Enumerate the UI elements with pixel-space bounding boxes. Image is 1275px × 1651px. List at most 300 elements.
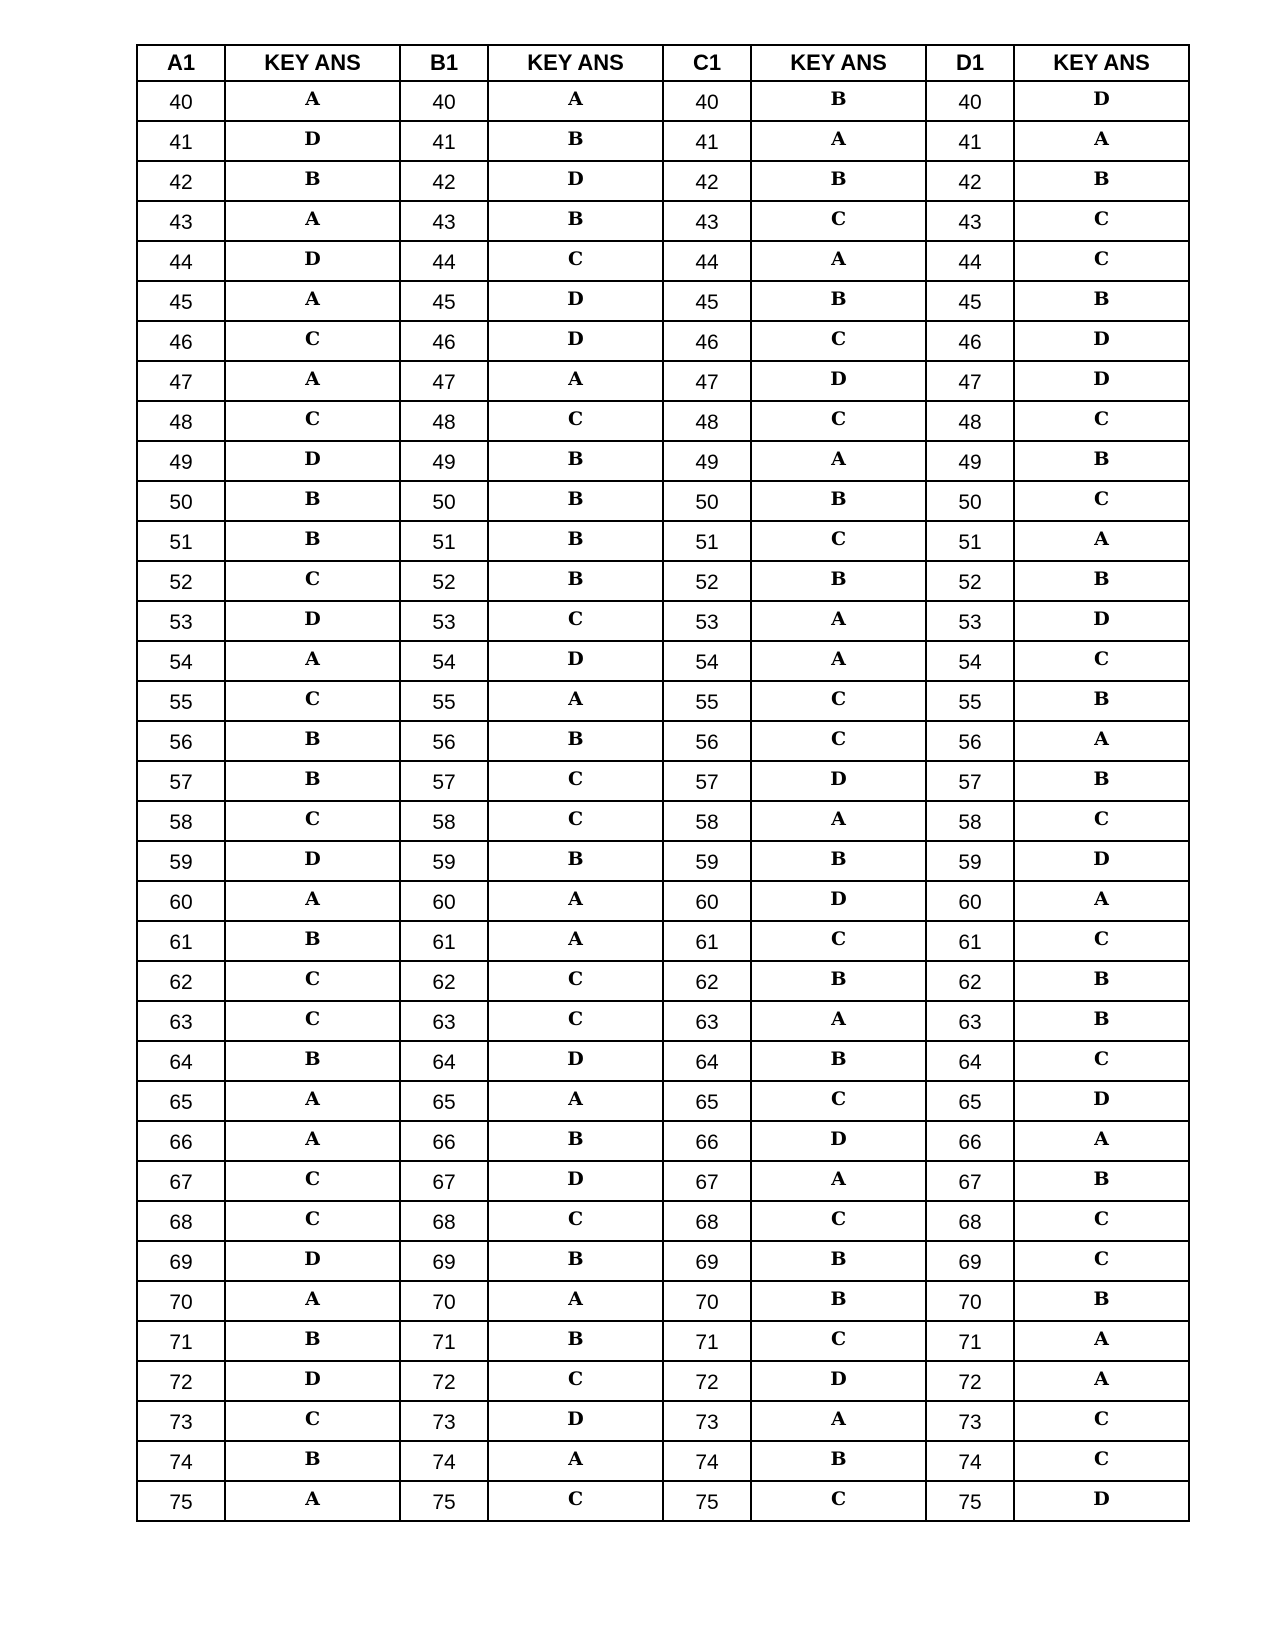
key-answer-a1: C	[225, 401, 400, 441]
key-answer-d1: C	[1014, 1041, 1189, 1081]
key-answer-b1: B	[488, 721, 663, 761]
question-number-c1: 74	[663, 1441, 751, 1481]
question-number-a1: 74	[137, 1441, 225, 1481]
question-number-b1: 65	[400, 1081, 488, 1121]
question-number-d1: 46	[926, 321, 1014, 361]
key-answer-b1: C	[488, 1361, 663, 1401]
question-number-a1: 52	[137, 561, 225, 601]
question-number-d1: 56	[926, 721, 1014, 761]
question-number-d1: 61	[926, 921, 1014, 961]
header-key-ans-a1: KEY ANS	[225, 45, 400, 81]
question-number-c1: 75	[663, 1481, 751, 1521]
header-key-ans-c1: KEY ANS	[751, 45, 926, 81]
key-answer-c1: D	[751, 1361, 926, 1401]
key-answer-a1: B	[225, 1321, 400, 1361]
table-row	[137, 721, 1189, 761]
key-answer-a1: D	[225, 1361, 400, 1401]
question-number-c1: 45	[663, 281, 751, 321]
key-answer-a1: A	[225, 81, 400, 121]
question-number-c1: 59	[663, 841, 751, 881]
key-answer-d1: B	[1014, 1161, 1189, 1201]
question-number-b1: 44	[400, 241, 488, 281]
key-answer-b1: C	[488, 1001, 663, 1041]
table-row	[137, 1281, 1189, 1321]
header-key-ans-d1: KEY ANS	[1014, 45, 1189, 81]
table-row	[137, 1201, 1189, 1241]
key-answer-b1: C	[488, 961, 663, 1001]
key-answer-c1: C	[751, 401, 926, 441]
question-number-d1: 44	[926, 241, 1014, 281]
question-number-a1: 42	[137, 161, 225, 201]
answer-key-table	[136, 44, 1190, 1522]
key-answer-c1: A	[751, 1161, 926, 1201]
key-answer-a1: D	[225, 441, 400, 481]
key-answer-c1: D	[751, 881, 926, 921]
question-number-d1: 55	[926, 681, 1014, 721]
question-number-b1: 73	[400, 1401, 488, 1441]
key-answer-d1: B	[1014, 681, 1189, 721]
question-number-a1: 73	[137, 1401, 225, 1441]
question-number-b1: 51	[400, 521, 488, 561]
key-answer-b1: B	[488, 561, 663, 601]
table-row	[137, 1161, 1189, 1201]
question-number-d1: 66	[926, 1121, 1014, 1161]
question-number-b1: 74	[400, 1441, 488, 1481]
key-answer-d1: B	[1014, 1001, 1189, 1041]
key-answer-d1: C	[1014, 641, 1189, 681]
question-number-c1: 55	[663, 681, 751, 721]
key-answer-a1: D	[225, 121, 400, 161]
question-number-a1: 61	[137, 921, 225, 961]
question-number-a1: 43	[137, 201, 225, 241]
table-row	[137, 401, 1189, 441]
question-number-b1: 57	[400, 761, 488, 801]
question-number-c1: 48	[663, 401, 751, 441]
key-answer-c1: C	[751, 921, 926, 961]
question-number-a1: 40	[137, 81, 225, 121]
question-number-a1: 63	[137, 1001, 225, 1041]
key-answer-a1: A	[225, 1081, 400, 1121]
key-answer-a1: B	[225, 1041, 400, 1081]
question-number-a1: 47	[137, 361, 225, 401]
key-answer-c1: C	[751, 521, 926, 561]
key-answer-c1: C	[751, 721, 926, 761]
question-number-d1: 68	[926, 1201, 1014, 1241]
question-number-d1: 47	[926, 361, 1014, 401]
question-number-d1: 42	[926, 161, 1014, 201]
question-number-c1: 49	[663, 441, 751, 481]
question-number-a1: 44	[137, 241, 225, 281]
question-number-b1: 68	[400, 1201, 488, 1241]
key-answer-d1: B	[1014, 161, 1189, 201]
table-row	[137, 1321, 1189, 1361]
question-number-b1: 52	[400, 561, 488, 601]
question-number-c1: 41	[663, 121, 751, 161]
question-number-c1: 67	[663, 1161, 751, 1201]
question-number-b1: 45	[400, 281, 488, 321]
table-row	[137, 201, 1189, 241]
key-answer-a1: B	[225, 161, 400, 201]
key-answer-b1: C	[488, 401, 663, 441]
key-answer-c1: A	[751, 121, 926, 161]
question-number-c1: 40	[663, 81, 751, 121]
question-number-b1: 53	[400, 601, 488, 641]
question-number-a1: 68	[137, 1201, 225, 1241]
question-number-c1: 52	[663, 561, 751, 601]
question-number-d1: 72	[926, 1361, 1014, 1401]
key-answer-c1: D	[751, 761, 926, 801]
table-row	[137, 81, 1189, 121]
question-number-d1: 70	[926, 1281, 1014, 1321]
key-answer-b1: D	[488, 1041, 663, 1081]
question-number-c1: 71	[663, 1321, 751, 1361]
question-number-d1: 57	[926, 761, 1014, 801]
table-row	[137, 1081, 1189, 1121]
question-number-c1: 47	[663, 361, 751, 401]
key-answer-c1: C	[751, 1481, 926, 1521]
question-number-b1: 61	[400, 921, 488, 961]
key-answer-b1: A	[488, 361, 663, 401]
key-answer-d1: A	[1014, 881, 1189, 921]
table-row	[137, 881, 1189, 921]
question-number-d1: 58	[926, 801, 1014, 841]
key-answer-d1: B	[1014, 281, 1189, 321]
key-answer-c1: B	[751, 841, 926, 881]
key-answer-d1: A	[1014, 1121, 1189, 1161]
table-row	[137, 441, 1189, 481]
question-number-a1: 48	[137, 401, 225, 441]
question-number-a1: 58	[137, 801, 225, 841]
question-number-d1: 52	[926, 561, 1014, 601]
question-number-d1: 41	[926, 121, 1014, 161]
key-answer-c1: A	[751, 801, 926, 841]
table-row	[137, 121, 1189, 161]
key-answer-c1: C	[751, 1081, 926, 1121]
key-answer-b1: A	[488, 681, 663, 721]
question-number-d1: 65	[926, 1081, 1014, 1121]
header-set-d1: D1	[926, 45, 1014, 81]
key-answer-d1: D	[1014, 1481, 1189, 1521]
question-number-b1: 66	[400, 1121, 488, 1161]
key-answer-d1: D	[1014, 321, 1189, 361]
question-number-c1: 42	[663, 161, 751, 201]
key-answer-b1: C	[488, 1481, 663, 1521]
key-answer-a1: A	[225, 1481, 400, 1521]
question-number-c1: 63	[663, 1001, 751, 1041]
key-answer-c1: C	[751, 201, 926, 241]
key-answer-a1: D	[225, 241, 400, 281]
key-answer-b1: B	[488, 481, 663, 521]
key-answer-c1: B	[751, 1241, 926, 1281]
question-number-c1: 60	[663, 881, 751, 921]
key-answer-b1: B	[488, 841, 663, 881]
table-row	[137, 1121, 1189, 1161]
table-row	[137, 1441, 1189, 1481]
header-set-c1: C1	[663, 45, 751, 81]
question-number-c1: 51	[663, 521, 751, 561]
key-answer-b1: D	[488, 321, 663, 361]
key-answer-c1: A	[751, 601, 926, 641]
question-number-b1: 41	[400, 121, 488, 161]
question-number-c1: 64	[663, 1041, 751, 1081]
key-answer-a1: B	[225, 481, 400, 521]
key-answer-b1: A	[488, 81, 663, 121]
key-answer-a1: C	[225, 1001, 400, 1041]
table-row	[137, 361, 1189, 401]
question-number-c1: 46	[663, 321, 751, 361]
question-number-a1: 72	[137, 1361, 225, 1401]
key-answer-d1: C	[1014, 1441, 1189, 1481]
question-number-d1: 74	[926, 1441, 1014, 1481]
table-row	[137, 161, 1189, 201]
question-number-d1: 60	[926, 881, 1014, 921]
question-number-c1: 70	[663, 1281, 751, 1321]
question-number-d1: 67	[926, 1161, 1014, 1201]
key-answer-a1: A	[225, 201, 400, 241]
key-answer-b1: C	[488, 1201, 663, 1241]
key-answer-d1: B	[1014, 761, 1189, 801]
question-number-c1: 57	[663, 761, 751, 801]
key-answer-d1: C	[1014, 1201, 1189, 1241]
question-number-b1: 58	[400, 801, 488, 841]
key-answer-c1: B	[751, 961, 926, 1001]
key-answer-c1: B	[751, 161, 926, 201]
key-answer-d1: D	[1014, 601, 1189, 641]
key-answer-d1: C	[1014, 921, 1189, 961]
question-number-a1: 70	[137, 1281, 225, 1321]
question-number-a1: 64	[137, 1041, 225, 1081]
table-row	[137, 1041, 1189, 1081]
table-row	[137, 561, 1189, 601]
question-number-b1: 71	[400, 1321, 488, 1361]
key-answer-a1: B	[225, 921, 400, 961]
question-number-b1: 46	[400, 321, 488, 361]
question-number-b1: 47	[400, 361, 488, 401]
table-row	[137, 841, 1189, 881]
question-number-c1: 54	[663, 641, 751, 681]
key-answer-b1: D	[488, 161, 663, 201]
key-answer-c1: D	[751, 361, 926, 401]
key-answer-d1: C	[1014, 481, 1189, 521]
question-number-a1: 49	[137, 441, 225, 481]
key-answer-a1: D	[225, 601, 400, 641]
question-number-b1: 49	[400, 441, 488, 481]
key-answer-b1: B	[488, 1321, 663, 1361]
question-number-d1: 71	[926, 1321, 1014, 1361]
question-number-a1: 54	[137, 641, 225, 681]
table-row	[137, 921, 1189, 961]
table-row	[137, 481, 1189, 521]
key-answer-a1: C	[225, 801, 400, 841]
key-answer-c1: C	[751, 1321, 926, 1361]
question-number-d1: 40	[926, 81, 1014, 121]
header-row	[137, 45, 1189, 81]
key-answer-a1: D	[225, 1241, 400, 1281]
key-answer-c1: A	[751, 241, 926, 281]
question-number-d1: 73	[926, 1401, 1014, 1441]
question-number-a1: 41	[137, 121, 225, 161]
question-number-b1: 75	[400, 1481, 488, 1521]
question-number-a1: 67	[137, 1161, 225, 1201]
question-number-a1: 50	[137, 481, 225, 521]
key-answer-d1: C	[1014, 801, 1189, 841]
table-body	[137, 81, 1189, 1521]
question-number-d1: 63	[926, 1001, 1014, 1041]
question-number-a1: 62	[137, 961, 225, 1001]
key-answer-b1: C	[488, 241, 663, 281]
question-number-c1: 73	[663, 1401, 751, 1441]
key-answer-d1: A	[1014, 1321, 1189, 1361]
question-number-b1: 40	[400, 81, 488, 121]
key-answer-d1: A	[1014, 521, 1189, 561]
key-answer-d1: B	[1014, 561, 1189, 601]
key-answer-b1: D	[488, 1401, 663, 1441]
key-answer-c1: D	[751, 1121, 926, 1161]
key-answer-c1: A	[751, 1401, 926, 1441]
key-answer-b1: C	[488, 761, 663, 801]
question-number-c1: 69	[663, 1241, 751, 1281]
key-answer-d1: D	[1014, 361, 1189, 401]
question-number-b1: 67	[400, 1161, 488, 1201]
key-answer-b1: B	[488, 201, 663, 241]
key-answer-a1: B	[225, 1441, 400, 1481]
key-answer-b1: D	[488, 1161, 663, 1201]
key-answer-d1: A	[1014, 1361, 1189, 1401]
question-number-d1: 45	[926, 281, 1014, 321]
table-row	[137, 1001, 1189, 1041]
key-answer-d1: C	[1014, 1241, 1189, 1281]
key-answer-b1: B	[488, 441, 663, 481]
question-number-c1: 72	[663, 1361, 751, 1401]
question-number-c1: 56	[663, 721, 751, 761]
key-answer-b1: B	[488, 121, 663, 161]
key-answer-c1: A	[751, 441, 926, 481]
question-number-d1: 48	[926, 401, 1014, 441]
question-number-b1: 43	[400, 201, 488, 241]
key-answer-a1: A	[225, 881, 400, 921]
key-answer-c1: B	[751, 81, 926, 121]
question-number-c1: 50	[663, 481, 751, 521]
question-number-d1: 51	[926, 521, 1014, 561]
question-number-d1: 59	[926, 841, 1014, 881]
table-row	[137, 761, 1189, 801]
key-answer-c1: A	[751, 641, 926, 681]
key-answer-a1: B	[225, 721, 400, 761]
question-number-b1: 64	[400, 1041, 488, 1081]
key-answer-b1: B	[488, 1121, 663, 1161]
key-answer-a1: B	[225, 521, 400, 561]
header-key-ans-b1: KEY ANS	[488, 45, 663, 81]
key-answer-a1: A	[225, 281, 400, 321]
key-answer-b1: A	[488, 1281, 663, 1321]
key-answer-d1: B	[1014, 1281, 1189, 1321]
question-number-b1: 48	[400, 401, 488, 441]
key-answer-a1: C	[225, 1201, 400, 1241]
question-number-b1: 59	[400, 841, 488, 881]
question-number-b1: 55	[400, 681, 488, 721]
question-number-a1: 69	[137, 1241, 225, 1281]
question-number-a1: 51	[137, 521, 225, 561]
key-answer-a1: B	[225, 761, 400, 801]
key-answer-d1: B	[1014, 961, 1189, 1001]
key-answer-d1: C	[1014, 241, 1189, 281]
key-answer-c1: B	[751, 481, 926, 521]
table-row	[137, 1361, 1189, 1401]
key-answer-a1: D	[225, 841, 400, 881]
question-number-d1: 53	[926, 601, 1014, 641]
table-row	[137, 321, 1189, 361]
question-number-c1: 58	[663, 801, 751, 841]
key-answer-c1: B	[751, 281, 926, 321]
question-number-b1: 60	[400, 881, 488, 921]
key-answer-b1: A	[488, 921, 663, 961]
question-number-b1: 50	[400, 481, 488, 521]
table-row	[137, 801, 1189, 841]
question-number-d1: 64	[926, 1041, 1014, 1081]
key-answer-a1: C	[225, 561, 400, 601]
table-row	[137, 1241, 1189, 1281]
question-number-b1: 63	[400, 1001, 488, 1041]
question-number-a1: 60	[137, 881, 225, 921]
key-answer-a1: A	[225, 1281, 400, 1321]
table-header	[137, 45, 1189, 81]
question-number-d1: 50	[926, 481, 1014, 521]
question-number-c1: 53	[663, 601, 751, 641]
question-number-c1: 61	[663, 921, 751, 961]
question-number-a1: 71	[137, 1321, 225, 1361]
key-answer-c1: B	[751, 1041, 926, 1081]
table-row	[137, 601, 1189, 641]
question-number-b1: 62	[400, 961, 488, 1001]
key-answer-c1: C	[751, 321, 926, 361]
question-number-b1: 72	[400, 1361, 488, 1401]
key-answer-c1: B	[751, 1441, 926, 1481]
key-answer-b1: A	[488, 881, 663, 921]
question-number-b1: 69	[400, 1241, 488, 1281]
question-number-d1: 54	[926, 641, 1014, 681]
key-answer-c1: B	[751, 1281, 926, 1321]
question-number-d1: 69	[926, 1241, 1014, 1281]
question-number-b1: 70	[400, 1281, 488, 1321]
question-number-d1: 43	[926, 201, 1014, 241]
key-answer-c1: B	[751, 561, 926, 601]
question-number-a1: 46	[137, 321, 225, 361]
question-number-b1: 56	[400, 721, 488, 761]
question-number-d1: 75	[926, 1481, 1014, 1521]
question-number-a1: 55	[137, 681, 225, 721]
key-answer-d1: D	[1014, 1081, 1189, 1121]
key-answer-a1: C	[225, 961, 400, 1001]
table-row	[137, 521, 1189, 561]
key-answer-b1: A	[488, 1441, 663, 1481]
key-answer-b1: A	[488, 1081, 663, 1121]
key-answer-b1: D	[488, 281, 663, 321]
key-answer-a1: C	[225, 1401, 400, 1441]
key-answer-b1: C	[488, 601, 663, 641]
key-answer-d1: C	[1014, 401, 1189, 441]
question-number-c1: 65	[663, 1081, 751, 1121]
question-number-a1: 59	[137, 841, 225, 881]
question-number-c1: 62	[663, 961, 751, 1001]
question-number-b1: 54	[400, 641, 488, 681]
question-number-c1: 68	[663, 1201, 751, 1241]
key-answer-a1: C	[225, 681, 400, 721]
question-number-d1: 49	[926, 441, 1014, 481]
key-answer-d1: A	[1014, 121, 1189, 161]
table-row	[137, 681, 1189, 721]
key-answer-d1: D	[1014, 841, 1189, 881]
question-number-c1: 43	[663, 201, 751, 241]
